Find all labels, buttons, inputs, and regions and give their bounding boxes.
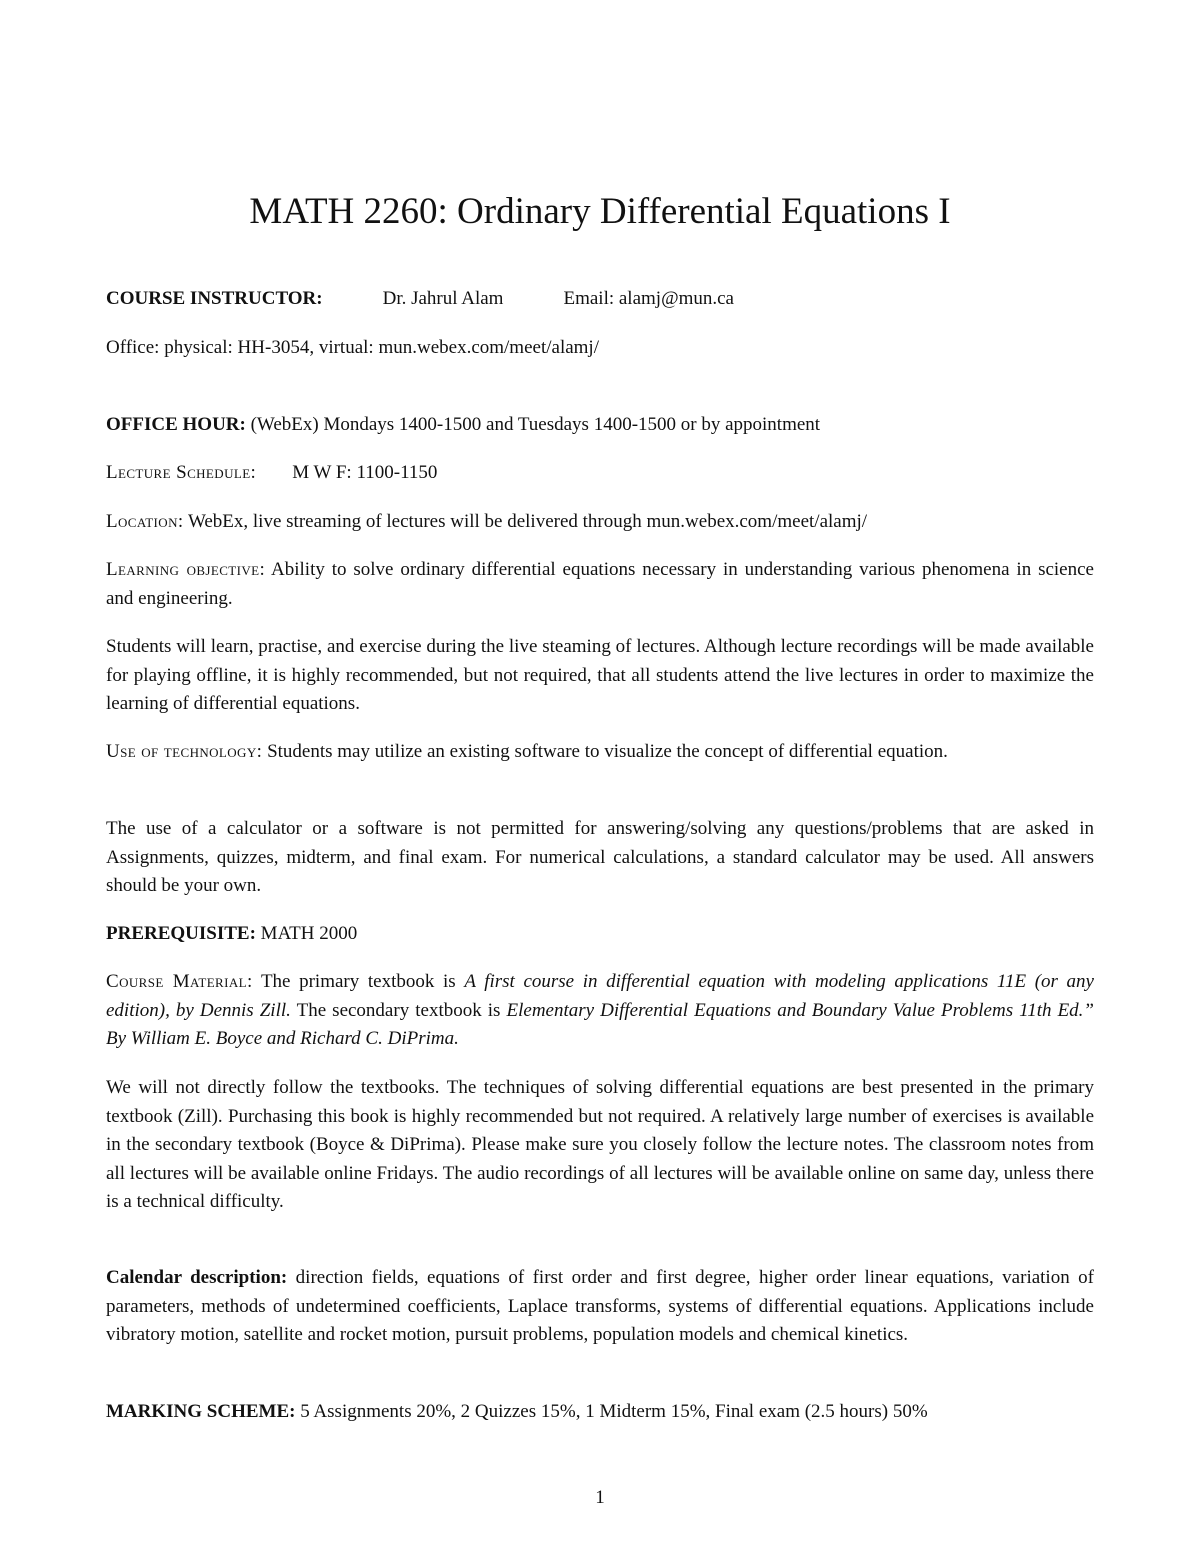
instructor-label: COURSE INSTRUCTOR: xyxy=(106,288,323,309)
textbooks-paragraph: We will not directly follow the textbooks. The techniques of solving differential equations are best presented in the primary textbook (Zill). Purchasing this book is highly recommended but not required. A relatively large number of exercises is available in the secondary textbook (Boyce & DiPrima). Please make sure you closely follow the lecture notes. The classroom notes from all lectures will be available online Fridays. The audio recordings of all lectures will be available online on same day, unless there is a technical difficulty. xyxy=(106,1077,1094,1212)
use-of-technology-text: Students may utilize an existing software to visualize the concept of differential equation. xyxy=(262,741,948,762)
use-of-technology-label: Use of technology: xyxy=(106,741,263,762)
office-line: Office: physical: HH-3054, virtual: mun.webex.com/meet/alamj/ xyxy=(106,337,599,358)
prerequisite-label: PREREQUISITE: xyxy=(106,923,256,944)
prerequisite-line xyxy=(106,920,1094,949)
prerequisite-text: MATH 2000 xyxy=(255,923,358,944)
instructor-email: Email: alamj@mun.ca xyxy=(563,288,734,309)
location-label: Location: xyxy=(106,511,184,532)
secondary-textbook: Elementary Differential Equations and Boundary Value Problems 11th Ed.” By William E. Boyce and Richard C. DiPrima. xyxy=(106,999,1094,1049)
document-title: MATH 2260: Ordinary Differential Equations I xyxy=(249,191,951,232)
lecture-schedule-label: Lecture Schedule: xyxy=(106,462,257,483)
primary-textbook: A first course in differential equation with modeling applications 11E (or any edition), by Dennis Zill. xyxy=(106,971,1094,1021)
calendar-description-label: Calendar description: xyxy=(106,1267,288,1288)
students-paragraph: Students will learn, practise, and exercise during the live steaming of lectures. Although lecture recordings will be made available for playing offline, it is highly recommended, but not required, that all students attend the live lectures in order to maximize the learning of differential equations. xyxy=(106,636,1094,714)
marking-scheme-paragraph xyxy=(106,1398,1094,1427)
office-hour-label: OFFICE HOUR: xyxy=(106,414,246,435)
course-material-text-2: The secondary textbook is xyxy=(290,999,507,1021)
learning-objective-text: Ability to solve ordinary differential equations necessary in understanding various phenomena in science and engineering. xyxy=(106,559,1094,609)
office-hour-text: (WebEx) Mondays 1400-1500 and Tuesdays 1400-1500 or by appointment xyxy=(245,414,821,435)
instructor-line xyxy=(106,285,1094,314)
use-of-technology-paragraph xyxy=(106,738,1094,767)
office-hour-line xyxy=(106,411,1094,440)
calendar-description-text: direction fields, equations of first order and first degree, higher order linear equations, variation of parameters, methods of undetermined coefficients, Laplace transforms, systems of differential equations. Applications include vibratory motion, satellite and rocket motion, pursuit problems, population models and chemical kinetics. xyxy=(106,1267,1094,1345)
learning-objective-paragraph xyxy=(106,556,1094,613)
course-material-text-1: The primary textbook is xyxy=(252,971,465,992)
location-line xyxy=(106,508,1094,537)
course-material-label: Course Material: xyxy=(106,971,253,992)
page-number: 1 xyxy=(595,1487,605,1508)
instructor-name: Dr. Jahrul Alam xyxy=(382,288,504,309)
marking-scheme-text: 5 Assignments 20%, 2 Quizzes 15%, 1 Midterm 15%, Final exam (2.5 hours) 50% xyxy=(295,1401,928,1422)
calculator-paragraph: The use of a calculator or a software is not permitted for answering/solving any questions/problems that are asked in Assignments, quizzes, midterm, and final exam. For numerical calculations, a standard calculator may be used. All answers should be your own. xyxy=(106,818,1094,896)
lecture-schedule-text: M W F: 1100-1150 xyxy=(292,462,438,483)
lecture-schedule-line xyxy=(106,459,1094,488)
learning-objective-label: Learning objective: xyxy=(106,559,266,580)
calendar-description-paragraph xyxy=(106,1264,1094,1350)
location-text: WebEx, live streaming of lectures will be delivered through mun.webex.com/meet/alamj/ xyxy=(183,511,868,532)
marking-scheme-label: MARKING SCHEME: xyxy=(106,1401,296,1422)
course-material-paragraph xyxy=(106,968,1094,1054)
